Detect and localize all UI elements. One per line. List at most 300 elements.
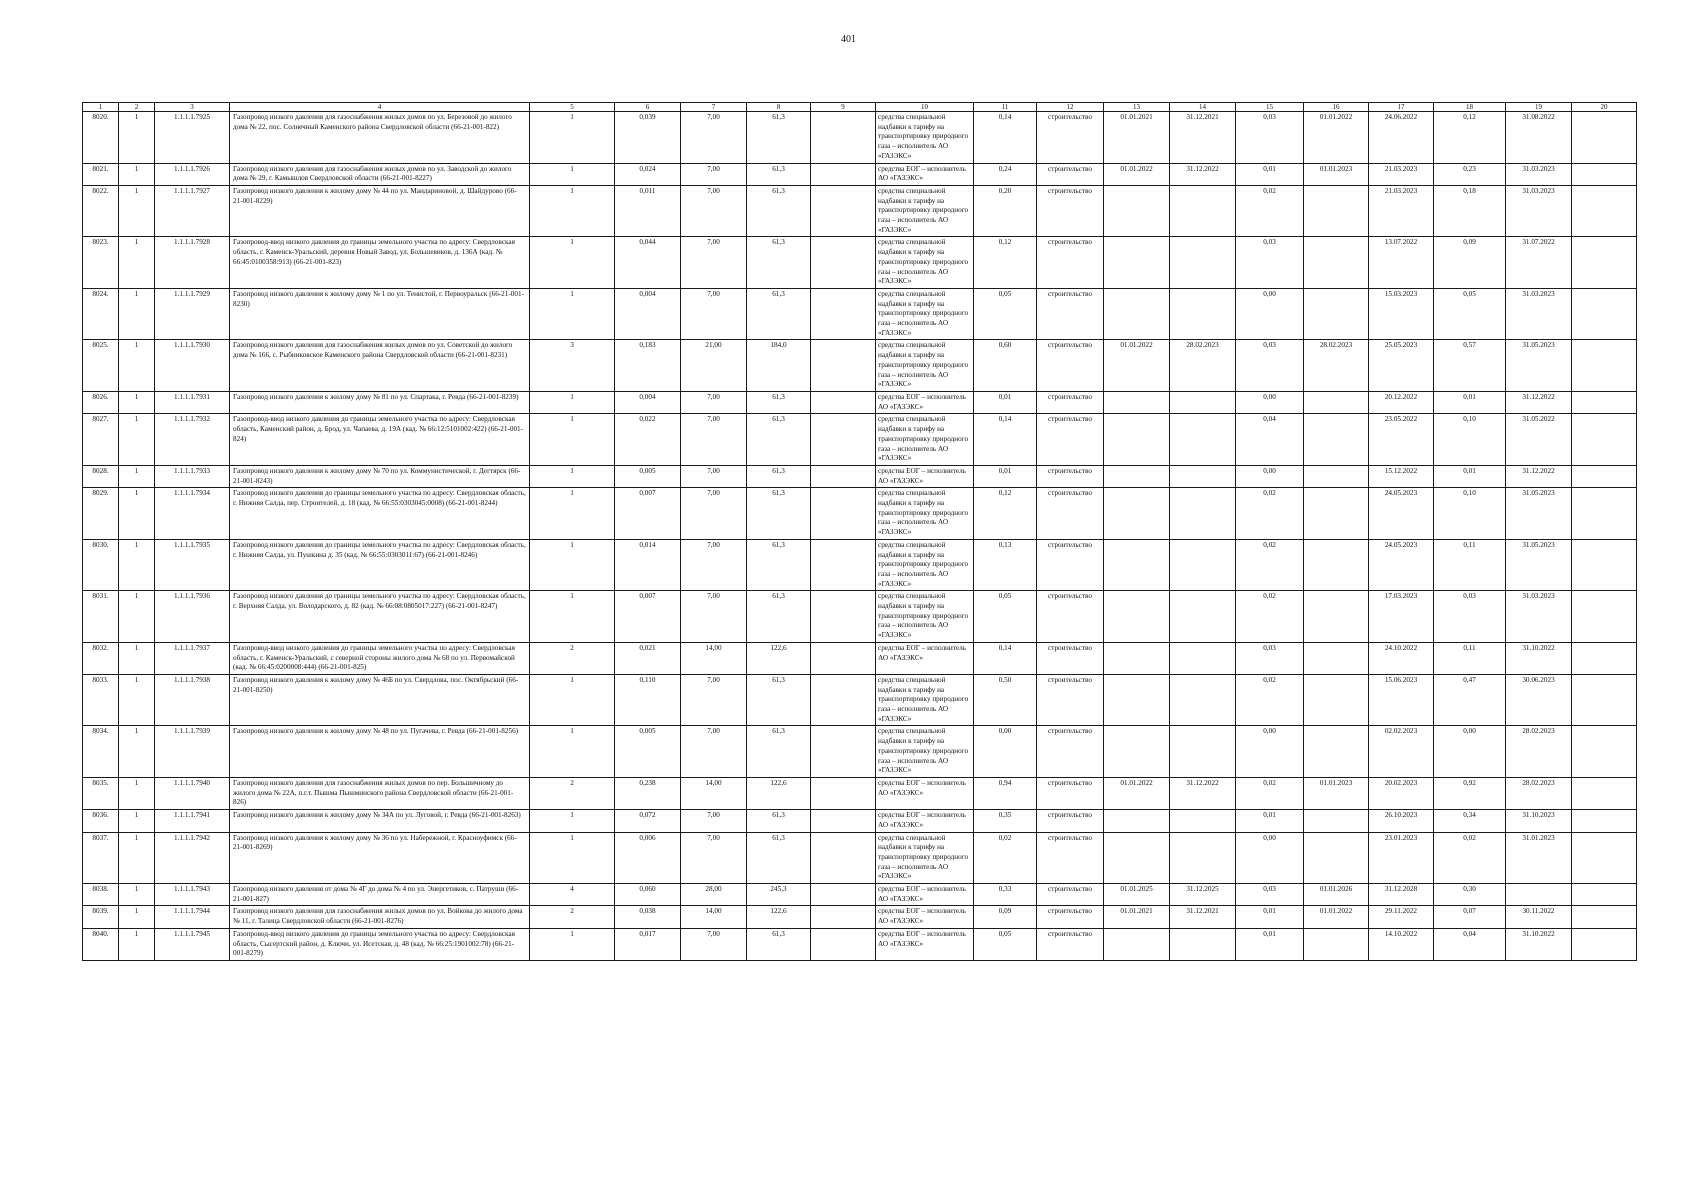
cell-col-20 [1572,288,1637,340]
column-header-15: 15 [1236,103,1304,112]
cell-col-6: 0,022 [615,414,681,466]
cell-col-9 [811,778,876,810]
cell-col-5: 2 [530,778,615,810]
cell-col-16 [1304,288,1369,340]
cell-work-type: строительство [1037,906,1104,928]
cell-col-9 [811,340,876,392]
cell-object-description: Газопровод низкого давления до границы земельного участка по адресу: Свердловская область, г. Нижняя Салда, пер. Строителей, д. 18 (кад. № 66:55:0303045:0008) (66-21-001-8244) [230,488,530,540]
cell-end-date [1170,185,1236,237]
cell-col-2: 1 [119,832,155,884]
table-row [83,288,1637,340]
cell-object-description: Газопровод низкого давления до границы земельного участка по адресу: Свердловская область, г. Верхняя Салда, ул. Володарского, д. 82 (кад. № 66:08:0805017:227) (66-21-001-8247) [230,591,530,643]
cell-col-9 [811,539,876,591]
cell-col-18: 0,05 [1434,288,1506,340]
cell-start-date: 01.01.2022 [1104,163,1170,185]
cell-col-15: 0,03 [1236,340,1304,392]
cell-col-15: 0,03 [1236,642,1304,674]
cell-end-date [1170,810,1236,832]
cell-row-number: 8030. [83,539,119,591]
cell-col-5: 1 [530,465,615,487]
cell-col-20 [1572,112,1637,164]
cell-col-18: 0,00 [1434,726,1506,778]
cell-work-type: строительство [1037,488,1104,540]
cell-completion-date: 29.11.2022 [1369,906,1434,928]
cell-col-16: 01.01.2026 [1304,884,1369,906]
column-header-17: 17 [1369,103,1434,112]
cell-col-2: 1 [119,539,155,591]
cell-col-9 [811,884,876,906]
cell-col-8: 184,0 [747,340,811,392]
cell-work-type: строительство [1037,726,1104,778]
cell-start-date [1104,832,1170,884]
cell-end-date: 31.12.2022 [1170,163,1236,185]
cell-col-7: 7,00 [681,112,747,164]
cell-col-15: 0,00 [1236,391,1304,413]
cell-completion-date: 15.12.2022 [1369,465,1434,487]
cell-col-6: 0,238 [615,778,681,810]
cell-work-type: строительство [1037,414,1104,466]
cell-commissioning-date: 30.11.2022 [1506,906,1572,928]
cell-commissioning-date: 31.10.2022 [1506,928,1572,960]
cell-col-5: 1 [530,414,615,466]
cell-col-15: 0,02 [1236,591,1304,643]
cell-col-7: 14,00 [681,906,747,928]
cell-col-9 [811,591,876,643]
table-row [83,237,1637,289]
cell-start-date [1104,810,1170,832]
column-header-10: 10 [876,103,974,112]
cell-funding-source: средства специальной надбавки к тарифу на транспортировку природного газа – исполнитель АО «ГАЗЭКС» [876,112,974,164]
cell-commissioning-date: 31.10.2023 [1506,810,1572,832]
cell-col-15: 0,00 [1236,288,1304,340]
cell-object-description: Газопровод низкого давления к жилому дому № 46Б по ул. Свердлова, пос. Октябрьский (66-21-001-8250) [230,674,530,726]
cell-start-date: 01.01.2022 [1104,340,1170,392]
table-row [83,832,1637,884]
cell-col-7: 7,00 [681,674,747,726]
cell-col-8: 245,3 [747,884,811,906]
cell-completion-date: 21.03.2023 [1369,185,1434,237]
cell-col-20 [1572,884,1637,906]
cell-work-type: строительство [1037,591,1104,643]
cell-object-code: 1.1.1.1.7933 [155,465,230,487]
cell-col-6: 0,007 [615,488,681,540]
cell-object-description: Газопровод низкого давления для газоснабжения жилых домов по ул. Заводской до жилого дома № 29, г. Камышлов Свердловской области (66-21-001-8227) [230,163,530,185]
cell-col-5: 1 [530,539,615,591]
cell-end-date: 31.12.2022 [1170,778,1236,810]
cell-funding-source: средства ЕОГ – исполнитель АО «ГАЗЭКС» [876,928,974,960]
cell-col-5: 2 [530,642,615,674]
cell-col-16 [1304,185,1369,237]
column-header-6: 6 [615,103,681,112]
cell-end-date [1170,391,1236,413]
table-row [83,112,1637,164]
cell-col-18: 0,92 [1434,778,1506,810]
cell-col-15: 0,02 [1236,488,1304,540]
cell-col-9 [811,488,876,540]
cell-col-16 [1304,928,1369,960]
table-row [83,539,1637,591]
cell-col-18: 0,03 [1434,591,1506,643]
cell-col-5: 1 [530,185,615,237]
cell-col-11: 0,14 [974,642,1037,674]
cell-col-8: 61,3 [747,928,811,960]
cell-funding-source: средства ЕОГ – исполнитель АО «ГАЗЭКС» [876,163,974,185]
column-header-12: 12 [1037,103,1104,112]
cell-funding-source: средства специальной надбавки к тарифу на транспортировку природного газа – исполнитель АО «ГАЗЭКС» [876,414,974,466]
cell-object-code: 1.1.1.1.7940 [155,778,230,810]
cell-col-7: 7,00 [681,488,747,540]
cell-completion-date: 20.12.2022 [1369,391,1434,413]
cell-col-2: 1 [119,465,155,487]
cell-col-7: 14,00 [681,778,747,810]
cell-col-2: 1 [119,642,155,674]
cell-col-11: 0,50 [974,674,1037,726]
cell-col-8: 61,3 [747,674,811,726]
cell-col-2: 1 [119,591,155,643]
cell-col-7: 7,00 [681,465,747,487]
cell-row-number: 8036. [83,810,119,832]
cell-col-18: 0,01 [1434,465,1506,487]
table-row [83,465,1637,487]
cell-work-type: строительство [1037,810,1104,832]
cell-object-description: Газопровод низкого давления к жилому дому № 44 по ул. Мандариновой, д. Шайдурово (66-21-001-8229) [230,185,530,237]
cell-col-18: 0,01 [1434,391,1506,413]
cell-col-9 [811,810,876,832]
cell-object-description: Газопровод низкого давления к жилому дому № 36 по ул. Набережной, г. Красноуфимск (66-21-001-8269) [230,832,530,884]
cell-start-date [1104,928,1170,960]
cell-col-9 [811,726,876,778]
cell-completion-date: 24.06.2022 [1369,112,1434,164]
cell-col-7: 7,00 [681,810,747,832]
cell-col-20 [1572,674,1637,726]
table-row [83,488,1637,540]
cell-completion-date: 21.03.2023 [1369,163,1434,185]
cell-col-6: 0,005 [615,465,681,487]
cell-object-description: Газопровод низкого давления для газоснабжения жилых домов по ул. Советской до жилого дома № 166, с. Рыбниковское Каменского района Свердловской области (66-21-001-8231) [230,340,530,392]
cell-col-18: 0,04 [1434,928,1506,960]
cell-col-18: 0,11 [1434,642,1506,674]
cell-col-16 [1304,465,1369,487]
cell-col-11: 0,05 [974,591,1037,643]
cell-end-date [1170,539,1236,591]
cell-funding-source: средства специальной надбавки к тарифу на транспортировку природного газа – исполнитель АО «ГАЗЭКС» [876,237,974,289]
cell-col-2: 1 [119,414,155,466]
cell-object-description: Газопровод низкого давления для газоснабжения жилых домов по ул. Березовой до жилого дома № 22, пос. Солнечный Каменского района Свердловской области (66-21-001-822) [230,112,530,164]
cell-row-number: 8039. [83,906,119,928]
cell-col-18: 0,09 [1434,237,1506,289]
cell-col-8: 61,3 [747,488,811,540]
cell-funding-source: средства ЕОГ – исполнитель АО «ГАЗЭКС» [876,778,974,810]
table-row [83,391,1637,413]
cell-col-16 [1304,642,1369,674]
column-header-5: 5 [530,103,615,112]
cell-commissioning-date: 31.03.2023 [1506,185,1572,237]
cell-col-8: 61,3 [747,237,811,289]
cell-object-code: 1.1.1.1.7938 [155,674,230,726]
cell-col-18: 0,12 [1434,112,1506,164]
cell-work-type: строительство [1037,391,1104,413]
column-header-11: 11 [974,103,1037,112]
cell-col-20 [1572,928,1637,960]
cell-col-5: 1 [530,488,615,540]
cell-start-date: 01.01.2022 [1104,778,1170,810]
cell-col-11: 0,12 [974,488,1037,540]
cell-col-16 [1304,674,1369,726]
cell-work-type: строительство [1037,288,1104,340]
cell-object-description: Газопровод низкого давления к жилому дому № 81 по ул. Спартака, г. Ревда (66-21-001-8239) [230,391,530,413]
cell-col-11: 0,24 [974,163,1037,185]
cell-col-15: 0,02 [1236,674,1304,726]
cell-col-15: 0,04 [1236,414,1304,466]
cell-work-type: строительство [1037,832,1104,884]
cell-object-description: Газопровод-ввод низкого давления до границы земельного участка по адресу: Свердловская область, Каменский район, д. Брод, ул. Чапаева, д. 19А (кад. № 66:12:5101002:422) (66-21-001-824) [230,414,530,466]
cell-col-6: 0,014 [615,539,681,591]
cell-funding-source: средства специальной надбавки к тарифу на транспортировку природного газа – исполнитель АО «ГАЗЭКС» [876,591,974,643]
cell-row-number: 8021. [83,163,119,185]
table-body [83,112,1637,961]
column-header-4: 4 [230,103,530,112]
cell-col-20 [1572,237,1637,289]
cell-object-code: 1.1.1.1.7937 [155,642,230,674]
cell-end-date [1170,642,1236,674]
cell-col-8: 122,6 [747,642,811,674]
cell-col-7: 28,00 [681,884,747,906]
cell-funding-source: средства специальной надбавки к тарифу на транспортировку природного газа – исполнитель АО «ГАЗЭКС» [876,488,974,540]
cell-col-16 [1304,591,1369,643]
cell-completion-date: 17.03.2023 [1369,591,1434,643]
cell-col-9 [811,832,876,884]
cell-col-7: 7,00 [681,414,747,466]
cell-start-date [1104,391,1170,413]
cell-col-11: 0,09 [974,906,1037,928]
cell-completion-date: 15.06.2023 [1369,674,1434,726]
cell-row-number: 8023. [83,237,119,289]
page-number: 401 [841,34,856,45]
cell-col-5: 1 [530,237,615,289]
cell-col-15: 0,00 [1236,726,1304,778]
cell-funding-source: средства ЕОГ – исполнитель АО «ГАЗЭКС» [876,906,974,928]
cell-col-11: 0,02 [974,832,1037,884]
cell-col-7: 7,00 [681,237,747,289]
table-row [83,163,1637,185]
cell-col-8: 61,3 [747,810,811,832]
cell-col-6: 0,060 [615,884,681,906]
cell-object-description: Газопровод низкого давления к жилому дому № 34А по ул. Луговой, г. Ревда (66-21-001-8263) [230,810,530,832]
cell-object-code: 1.1.1.1.7932 [155,414,230,466]
cell-col-6: 0,183 [615,340,681,392]
cell-object-code: 1.1.1.1.7939 [155,726,230,778]
cell-commissioning-date: 31.05.2023 [1506,539,1572,591]
cell-col-6: 0,021 [615,642,681,674]
cell-commissioning-date: 31.12.2022 [1506,465,1572,487]
cell-row-number: 8029. [83,488,119,540]
cell-start-date [1104,642,1170,674]
table-row [83,591,1637,643]
cell-col-5: 2 [530,906,615,928]
cell-col-5: 1 [530,288,615,340]
cell-col-20 [1572,539,1637,591]
cell-col-6: 0,038 [615,906,681,928]
cell-col-8: 61,3 [747,163,811,185]
cell-end-date: 31.12.2021 [1170,906,1236,928]
table-row [83,185,1637,237]
cell-object-code: 1.1.1.1.7936 [155,591,230,643]
cell-row-number: 8035. [83,778,119,810]
cell-col-7: 7,00 [681,163,747,185]
cell-col-7: 14,00 [681,642,747,674]
gas-pipeline-table [82,102,1637,961]
cell-completion-date: 23.01.2023 [1369,832,1434,884]
cell-col-2: 1 [119,884,155,906]
cell-start-date [1104,237,1170,289]
cell-row-number: 8022. [83,185,119,237]
cell-object-code: 1.1.1.1.7925 [155,112,230,164]
cell-work-type: строительство [1037,778,1104,810]
cell-start-date: 01.01.2025 [1104,884,1170,906]
cell-col-15: 0,02 [1236,539,1304,591]
column-header-16: 16 [1304,103,1369,112]
cell-col-18: 0,10 [1434,414,1506,466]
table-row [83,414,1637,466]
cell-funding-source: средства ЕОГ – исполнитель АО «ГАЗЭКС» [876,884,974,906]
cell-commissioning-date: 31.05.2023 [1506,340,1572,392]
cell-col-11: 0,05 [974,928,1037,960]
cell-object-code: 1.1.1.1.7945 [155,928,230,960]
cell-col-16: 01.01.2023 [1304,163,1369,185]
table-row [83,726,1637,778]
cell-col-8: 61,3 [747,288,811,340]
cell-col-9 [811,391,876,413]
cell-object-description: Газопровод низкого давления к жилому дому № 70 по ул. Коммунистической, г. Дегтярск (66-21-001-8243) [230,465,530,487]
cell-col-5: 4 [530,884,615,906]
cell-object-description: Газопровод низкого давления для газоснабжения жилых домов по ул. Войкова до жилого дома № 11, г. Талица Свердловской области (66-21-001-8276) [230,906,530,928]
cell-completion-date: 24.10.2022 [1369,642,1434,674]
cell-col-18: 0,23 [1434,163,1506,185]
cell-col-5: 1 [530,391,615,413]
column-header-9: 9 [811,103,876,112]
cell-col-2: 1 [119,928,155,960]
cell-col-2: 1 [119,288,155,340]
cell-col-15: 0,01 [1236,810,1304,832]
cell-commissioning-date: 31.05.2022 [1506,414,1572,466]
cell-row-number: 8025. [83,340,119,392]
cell-end-date [1170,591,1236,643]
cell-object-description: Газопровод-ввод низкого давления до границы земельного участка по адресу: Свердловская область, г. Каменск-Уральский, с северной стороны жилого дома № 68 по ул. Первомайской (кад. № 66:45:0200008:444) (66-21-001-825) [230,642,530,674]
cell-work-type: строительство [1037,884,1104,906]
cell-col-11: 0,12 [974,237,1037,289]
cell-col-8: 61,3 [747,414,811,466]
cell-col-15: 0,00 [1236,832,1304,884]
cell-start-date [1104,591,1170,643]
cell-row-number: 8026. [83,391,119,413]
cell-col-7: 7,00 [681,185,747,237]
cell-col-20 [1572,391,1637,413]
cell-commissioning-date [1506,884,1572,906]
cell-col-2: 1 [119,810,155,832]
table-row [83,810,1637,832]
cell-col-16: 28.02.2023 [1304,340,1369,392]
table-row [83,906,1637,928]
cell-commissioning-date: 31.07.2022 [1506,237,1572,289]
cell-row-number: 8034. [83,726,119,778]
cell-completion-date: 14.10.2022 [1369,928,1434,960]
cell-row-number: 8038. [83,884,119,906]
cell-col-16 [1304,391,1369,413]
cell-work-type: строительство [1037,674,1104,726]
cell-start-date: 01.01.2021 [1104,906,1170,928]
cell-end-date [1170,726,1236,778]
cell-col-20 [1572,906,1637,928]
cell-object-code: 1.1.1.1.7944 [155,906,230,928]
cell-col-2: 1 [119,237,155,289]
table-row [83,674,1637,726]
cell-completion-date: 31.12.2028 [1369,884,1434,906]
cell-col-2: 1 [119,163,155,185]
cell-completion-date: 26.10.2023 [1369,810,1434,832]
cell-object-code: 1.1.1.1.7928 [155,237,230,289]
cell-col-5: 1 [530,163,615,185]
cell-col-20 [1572,340,1637,392]
column-header-8: 8 [747,103,811,112]
cell-object-code: 1.1.1.1.7941 [155,810,230,832]
cell-col-20 [1572,778,1637,810]
cell-col-8: 122,6 [747,906,811,928]
cell-col-11: 0,14 [974,414,1037,466]
column-header-18: 18 [1434,103,1506,112]
cell-col-16 [1304,539,1369,591]
cell-end-date: 28.02.2023 [1170,340,1236,392]
cell-col-6: 0,007 [615,591,681,643]
column-header-20: 20 [1572,103,1637,112]
cell-col-11: 0,01 [974,465,1037,487]
cell-row-number: 8027. [83,414,119,466]
cell-col-18: 0,18 [1434,185,1506,237]
cell-col-20 [1572,163,1637,185]
cell-object-code: 1.1.1.1.7934 [155,488,230,540]
cell-start-date [1104,674,1170,726]
column-header-1: 1 [83,103,119,112]
cell-commissioning-date: 31.10.2022 [1506,642,1572,674]
cell-col-18: 0,34 [1434,810,1506,832]
cell-start-date [1104,465,1170,487]
cell-col-18: 0,47 [1434,674,1506,726]
cell-col-16: 01.01.2023 [1304,778,1369,810]
cell-col-7: 7,00 [681,391,747,413]
cell-start-date: 01.01.2021 [1104,112,1170,164]
cell-col-9 [811,288,876,340]
cell-work-type: строительство [1037,340,1104,392]
cell-end-date [1170,928,1236,960]
cell-start-date [1104,185,1170,237]
cell-col-8: 61,3 [747,726,811,778]
cell-col-15: 0,03 [1236,112,1304,164]
cell-col-11: 0,60 [974,340,1037,392]
cell-completion-date: 13.07.2022 [1369,237,1434,289]
cell-col-20 [1572,642,1637,674]
cell-object-description: Газопровод низкого давления от дома № 4Г до дома № 4 по ул. Энергетиков, с. Патруши (66-21-001-827) [230,884,530,906]
cell-completion-date: 24.05.2023 [1369,488,1434,540]
table-row [83,778,1637,810]
column-header-13: 13 [1104,103,1170,112]
cell-start-date [1104,414,1170,466]
column-header-2: 2 [119,103,155,112]
cell-col-9 [811,237,876,289]
cell-commissioning-date: 31.03.2023 [1506,288,1572,340]
cell-col-8: 61,3 [747,112,811,164]
cell-col-15: 0,02 [1236,185,1304,237]
cell-object-description: Газопровод низкого давления к жилому дому № 48 по ул. Пугачева, г. Ревда (66-21-001-8256) [230,726,530,778]
cell-col-15: 0,00 [1236,465,1304,487]
